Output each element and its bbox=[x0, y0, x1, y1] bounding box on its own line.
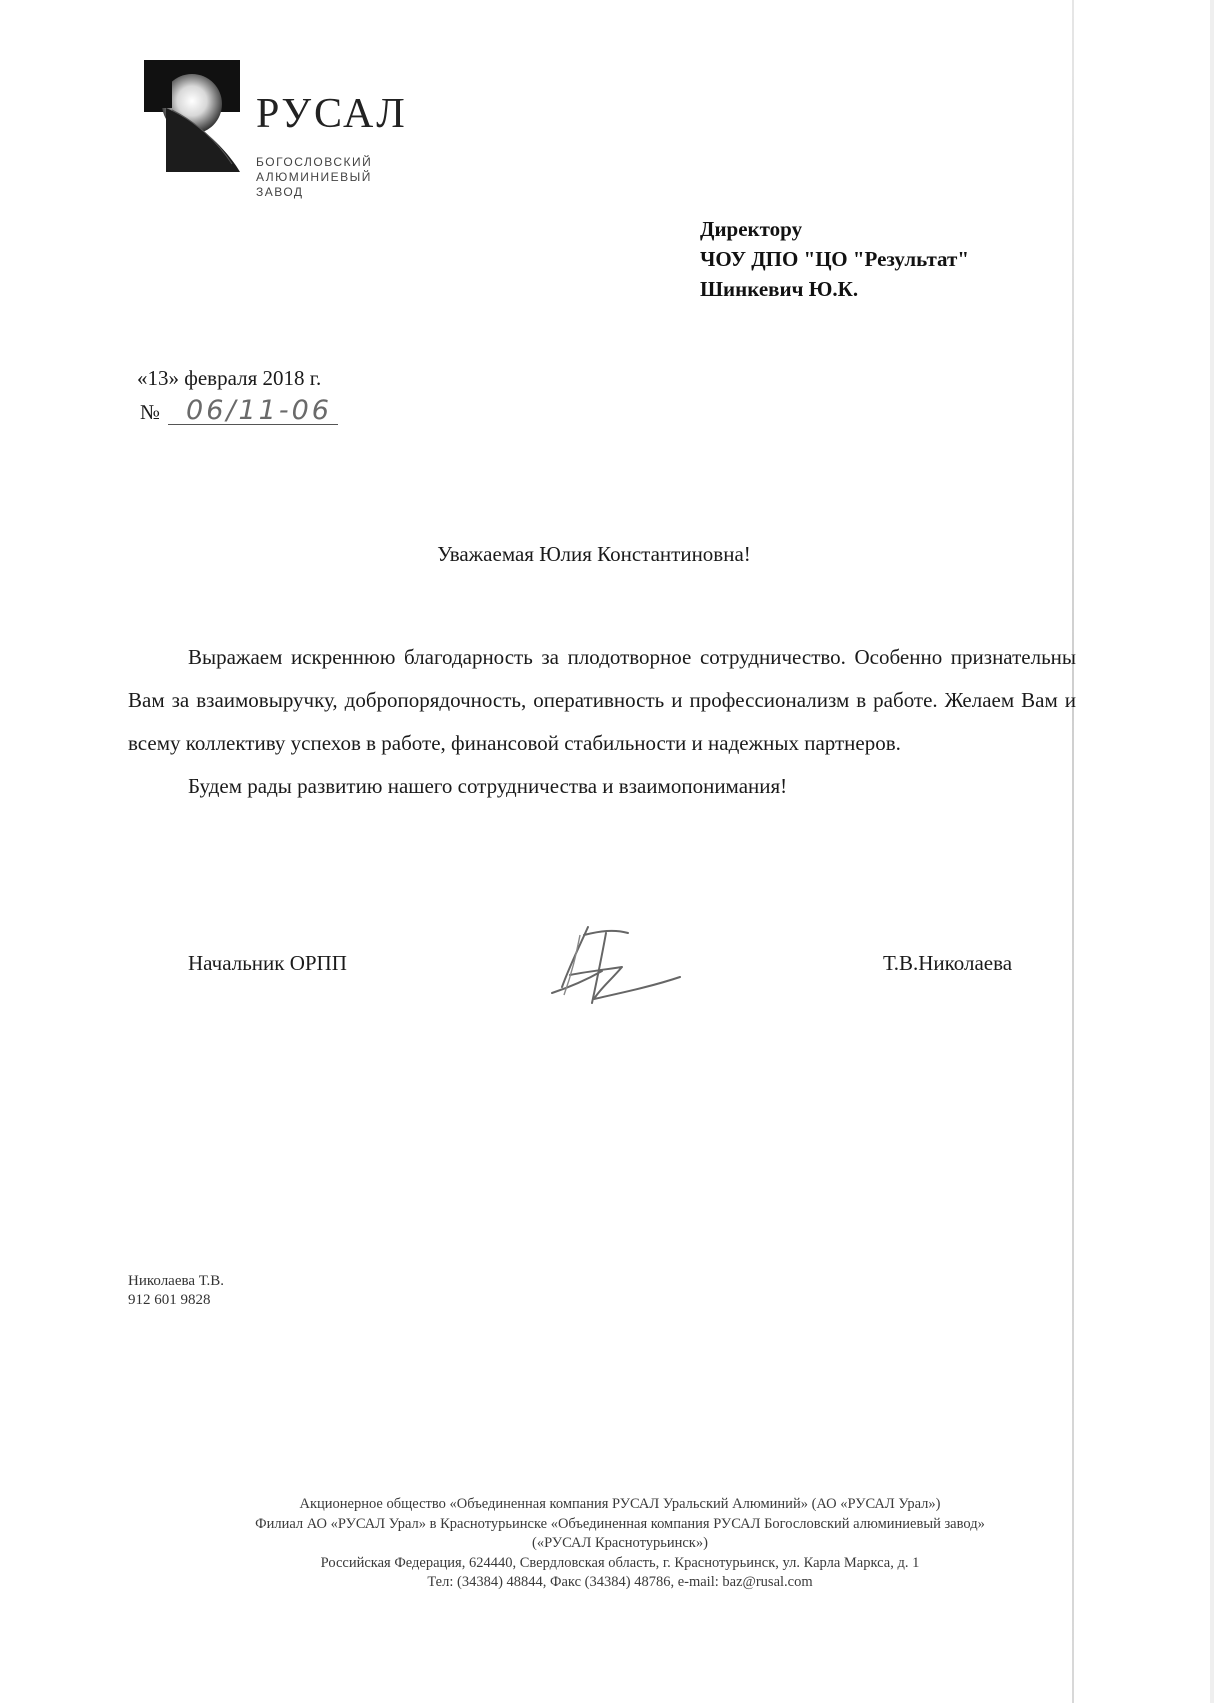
footer-line: Тел: (34384) 48844, Факс (34384) 48786, e-mail: baz@rusal.com bbox=[427, 1574, 813, 1590]
footer-line: Акционерное общество «Объединенная компания РУСАЛ Уральский Алюминий» (АО «РУСАЛ Урал») bbox=[299, 1496, 941, 1512]
footer-line: Филиал АО «РУСАЛ Урал» в Краснотурьинске «Объединенная компания РУСАЛ Богословский алюминиевый завод» bbox=[255, 1515, 985, 1532]
scan-edge-line bbox=[1072, 0, 1074, 1703]
plant-name-line: ЗАВОД bbox=[256, 185, 304, 199]
rusal-logo-mark bbox=[144, 60, 240, 172]
greeting bbox=[0, 542, 1218, 567]
letter-date: «13» февраля 2018 г. bbox=[137, 366, 322, 390]
footer-line: Российская Федерация, 624440, Свердловская область, г. Краснотурьинск, ул. Карла Маркса, д. 1 bbox=[320, 1554, 920, 1571]
executor-name: Николаева Т.В. bbox=[128, 1273, 224, 1289]
addressee-block bbox=[700, 214, 969, 304]
body-paragraph: Будем рады развитию нашего сотрудничества и взаимопонимания! bbox=[188, 774, 788, 798]
addressee-name: Шинкевич Ю.К. bbox=[700, 277, 859, 301]
executor-phone: 912 601 9828 bbox=[128, 1292, 211, 1308]
addressee-position: Директору bbox=[700, 217, 803, 241]
handwritten-signature bbox=[540, 915, 710, 1025]
letter-number bbox=[140, 395, 338, 426]
letter-body bbox=[128, 636, 1076, 808]
letterhead-footer bbox=[150, 1495, 1090, 1593]
addressee-organization: ЧОУ ДПО "ЦО "Результат" bbox=[700, 247, 969, 271]
plant-name-line: АЛЮМИНИЕВЫЙ bbox=[256, 170, 372, 184]
body-paragraph: Выражаем искреннюю благодарность за плодотворное сотрудничество. Особенно признательны Вам за взаимовыручку, добропорядочность, оперативность и профессионализм в работе. Желаем Вам и всему коллективу успехов в работе, финансовой стабильности и надежных партнеров. bbox=[128, 645, 1076, 755]
signatory-title: Начальник ОРПП bbox=[188, 951, 347, 975]
executor-contact bbox=[128, 1272, 224, 1310]
company-logo bbox=[144, 60, 414, 220]
plant-name bbox=[256, 155, 426, 200]
number-label: № bbox=[140, 400, 161, 424]
plant-name-line: БОГОСЛОВСКИЙ bbox=[256, 155, 373, 169]
greeting-text: Уважаемая Юлия Константиновна! bbox=[437, 542, 751, 566]
number-handwritten: 06/11-06 bbox=[186, 395, 332, 426]
signatory-name: Т.В.Николаева bbox=[883, 951, 1013, 975]
scan-edge-shadow bbox=[1210, 0, 1214, 1703]
company-name: РУСАЛ bbox=[256, 91, 408, 137]
number-underline bbox=[168, 395, 338, 426]
footer-line: («РУСАЛ Краснотурьинск») bbox=[532, 1535, 708, 1551]
